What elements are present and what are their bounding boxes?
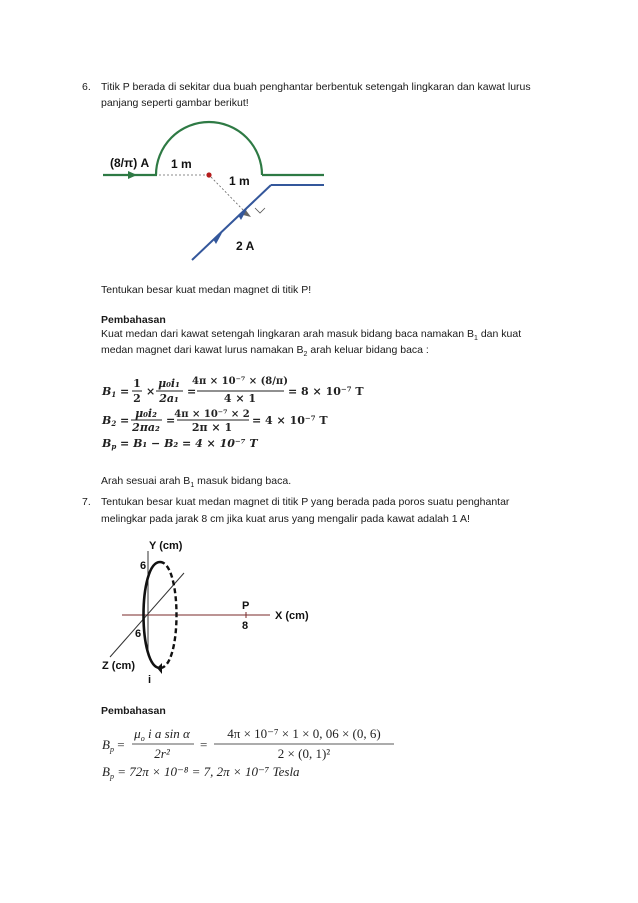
point-p-label: P xyxy=(242,600,250,612)
z-axis-label: Z (cm) xyxy=(102,660,135,672)
z-tick-label: 6 xyxy=(135,628,142,640)
current-arrow-left xyxy=(128,171,137,179)
point-p-marker xyxy=(206,172,211,177)
eq7-line1-lhs: $B_p$ = xyxy=(102,737,125,754)
current-label-bottom: 2 A xyxy=(236,239,255,253)
question-7-text-line2: melingkar pada jarak 8 cm jika kuat arus yang mengalir pada kawat adalah 1 A! xyxy=(101,513,470,525)
question-6-number: 6. xyxy=(82,81,91,93)
eq-b2-frac2-num: 4π × 10⁻⁷ × 2 xyxy=(174,409,250,420)
eq-b1-lhs: B1 = xyxy=(102,385,130,399)
circular-loop-figure xyxy=(100,535,340,685)
solution-6-conclusion: Arah sesuai arah $B_1$ masuk bidang baca. xyxy=(101,475,292,490)
point-p-x-value: 8 xyxy=(242,620,249,632)
equations-block-6 xyxy=(100,372,410,454)
current-arrow xyxy=(157,663,162,674)
eq-b1-frac1-num: 1 xyxy=(133,377,141,390)
eq-b1-frac2-num: μ₀i₁ xyxy=(158,377,180,390)
svg-text:=: = xyxy=(187,385,197,398)
distance-label: 1 m xyxy=(229,174,250,188)
right-angle-marker xyxy=(255,208,265,213)
question-7-number: 7. xyxy=(82,496,91,508)
solution-6-line2: medan magnet dari kawat lurus namakan $B_2$ arah keluar bidang baca : xyxy=(101,344,429,359)
eq-b2-frac2-den: 2π × 1 xyxy=(191,421,233,434)
current-label-top: (8/π) A xyxy=(110,156,150,170)
current-label: i xyxy=(148,674,152,685)
question-6-prompt: Tentukan besar kuat medan magnet di titik P! xyxy=(101,284,312,296)
svg-text:×: × xyxy=(146,385,156,398)
equations-block-7 xyxy=(100,722,420,782)
eq-b1-result: = 8 × 10⁻⁷ T xyxy=(288,385,364,398)
y-axis-label: Y (cm) xyxy=(149,540,183,552)
solution-6-line1: Kuat medan dari kawat setengah lingkaran arah masuk bidang baca namakan $B_1$ dan kuat xyxy=(101,328,522,343)
eq-b1-frac3-den: 4 × 1 xyxy=(223,392,257,405)
eq-b2-lhs: B2 = xyxy=(102,414,130,428)
eq-b1-frac2-den: 2a₁ xyxy=(159,392,179,405)
svg-text:=: = xyxy=(166,414,176,427)
solution-7-heading: Pembahasan xyxy=(101,705,166,717)
question-6-text-line2: panjang seperti gambar berikut! xyxy=(101,97,249,109)
eq-b2-frac1-num: μ₀i₂ xyxy=(135,407,157,420)
question-6-text-line1: Titik P berada di sekitar dua buah penghantar berbentuk setengah lingkaran dan kawat lurus xyxy=(101,81,531,93)
eq-b2-frac1-den: 2πa₂ xyxy=(132,421,160,434)
solution-6-heading: Pembahasan xyxy=(101,314,166,326)
eq-b1-frac1-den: 2 xyxy=(133,392,141,405)
eq-bp-line: Bp = B₁ − B₂ = 4 × 10⁻⁷ T xyxy=(102,437,258,451)
svg-text:=: = xyxy=(200,737,208,752)
eq7-frac1-den: 2r² xyxy=(154,746,170,761)
eq-b2-result: = 4 × 10⁻⁷ T xyxy=(252,414,328,427)
y-tick-label: 6 xyxy=(140,560,147,572)
x-axis-label: X (cm) xyxy=(275,610,309,622)
eq7-line2: $B_p = 72\pi \times 10^{-8} = 7$, 2π × 10⁻⁷ Tesla xyxy=(102,764,300,781)
slanted-blue-wire xyxy=(192,185,271,260)
question-7-text-line1: Tentukan besar kuat medan magnet di titik P yang berada pada poros suatu penghantar xyxy=(101,496,510,508)
radius-label: 1 m xyxy=(171,157,192,171)
eq7-frac1-num: $\mu_o$ i a sin α xyxy=(134,726,190,743)
eq-b1-frac3-num: 4π × 10⁻⁷ × (8/π) xyxy=(192,376,288,387)
eq7-frac2-num: 4π × 10⁻⁷ × 1 × 0, 06 × (0, 6) xyxy=(227,726,381,741)
semicircle-wire-figure xyxy=(95,112,335,262)
eq7-frac2-den: 2 × (0, 1)² xyxy=(277,746,331,761)
